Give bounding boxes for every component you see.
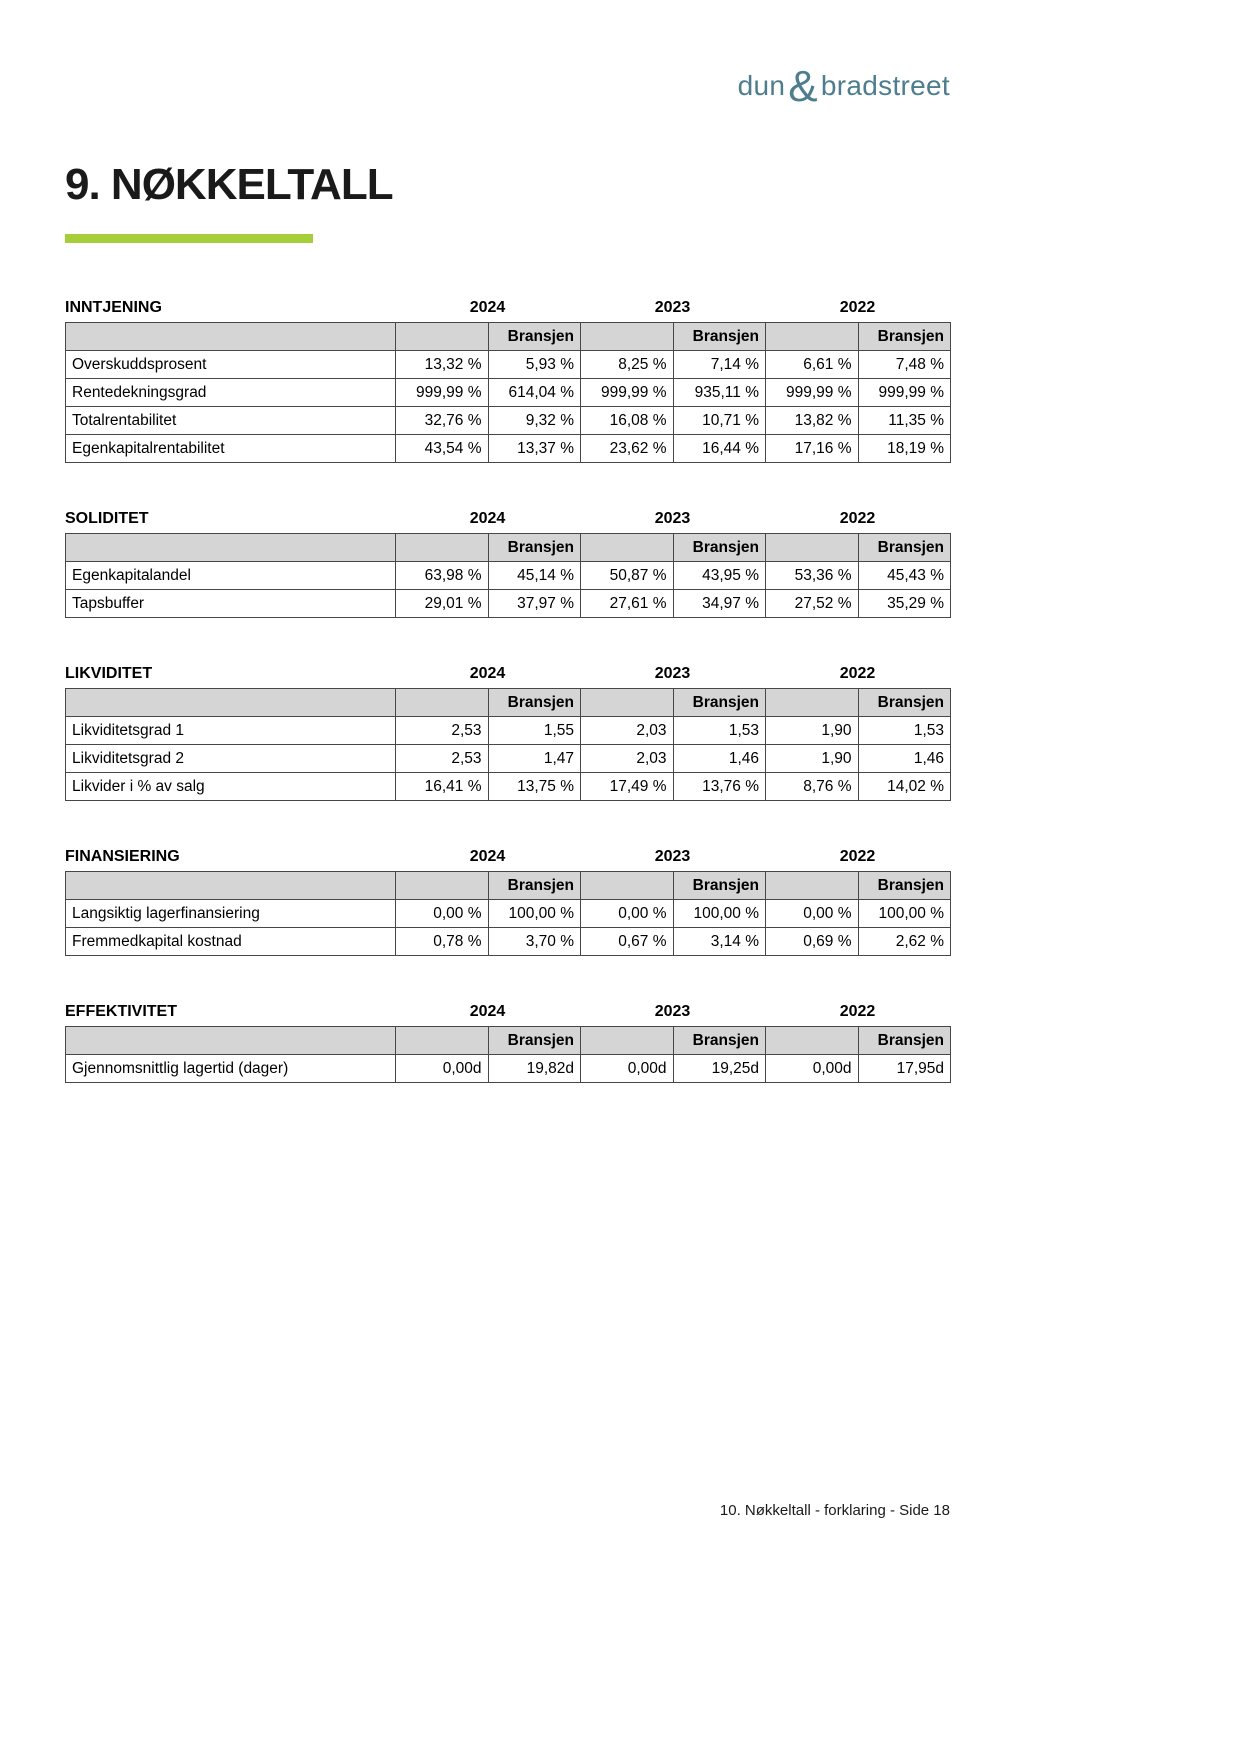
row-label: Egenkapitalrentabilitet xyxy=(66,435,396,463)
value-cell: 100,00 % xyxy=(673,900,766,928)
bransjen-header: Bransjen xyxy=(673,872,766,900)
value-cell: 8,76 % xyxy=(766,773,859,801)
table-row xyxy=(66,590,951,618)
title-accent-bar xyxy=(65,234,313,243)
value-cell: 13,32 % xyxy=(396,351,489,379)
table-caption xyxy=(65,665,950,683)
row-label: Totalrentabilitet xyxy=(66,407,396,435)
value-cell: 100,00 % xyxy=(858,900,951,928)
section-title: LIKVIDITET xyxy=(65,665,153,682)
row-label: Fremmedkapital kostnad xyxy=(66,928,396,956)
tables-container xyxy=(65,299,1241,1083)
value-cell: 1,46 xyxy=(858,745,951,773)
value-cell: 10,71 % xyxy=(673,407,766,435)
value-cell: 50,87 % xyxy=(581,562,674,590)
value-cell: 1,90 xyxy=(766,745,859,773)
value-cell: 13,75 % xyxy=(488,773,581,801)
value-cell: 9,32 % xyxy=(488,407,581,435)
bransjen-header: Bransjen xyxy=(673,323,766,351)
empty-header-cell xyxy=(581,534,674,562)
value-cell: 43,95 % xyxy=(673,562,766,590)
table-row xyxy=(66,773,951,801)
table-header-row xyxy=(66,872,951,900)
value-cell: 35,29 % xyxy=(858,590,951,618)
value-cell: 999,99 % xyxy=(581,379,674,407)
bransjen-header: Bransjen xyxy=(858,534,951,562)
data-table xyxy=(65,533,951,618)
value-cell: 5,93 % xyxy=(488,351,581,379)
year-label: 2022 xyxy=(839,848,876,865)
value-cell: 7,14 % xyxy=(673,351,766,379)
table-row xyxy=(66,351,951,379)
value-cell: 999,99 % xyxy=(766,379,859,407)
value-cell: 34,97 % xyxy=(673,590,766,618)
value-cell: 1,47 xyxy=(488,745,581,773)
empty-header-cell xyxy=(66,689,396,717)
row-label: Tapsbuffer xyxy=(66,590,396,618)
value-cell: 2,03 xyxy=(581,717,674,745)
table-row xyxy=(66,1055,951,1083)
value-cell: 0,00 % xyxy=(396,900,489,928)
empty-header-cell xyxy=(66,534,396,562)
value-cell: 27,61 % xyxy=(581,590,674,618)
value-cell: 0,78 % xyxy=(396,928,489,956)
bransjen-header: Bransjen xyxy=(488,689,581,717)
bransjen-header: Bransjen xyxy=(488,323,581,351)
section-title: EFFEKTIVITET xyxy=(65,1003,177,1020)
bransjen-header: Bransjen xyxy=(673,534,766,562)
value-cell: 43,54 % xyxy=(396,435,489,463)
row-label: Rentedekningsgrad xyxy=(66,379,396,407)
year-label: 2022 xyxy=(839,510,876,527)
year-label: 2024 xyxy=(469,299,506,316)
value-cell: 19,25d xyxy=(673,1055,766,1083)
empty-header-cell xyxy=(581,872,674,900)
value-cell: 16,44 % xyxy=(673,435,766,463)
value-cell: 18,19 % xyxy=(858,435,951,463)
value-cell: 1,90 xyxy=(766,717,859,745)
empty-header-cell xyxy=(766,534,859,562)
year-label: 2022 xyxy=(839,1003,876,1020)
year-label: 2022 xyxy=(839,299,876,316)
logo-word-dun: dun xyxy=(737,70,786,101)
bransjen-header: Bransjen xyxy=(858,323,951,351)
year-label: 2023 xyxy=(654,299,691,316)
value-cell: 13,37 % xyxy=(488,435,581,463)
value-cell: 999,99 % xyxy=(396,379,489,407)
empty-header-cell xyxy=(396,1027,489,1055)
value-cell: 0,00d xyxy=(766,1055,859,1083)
row-label: Likviditetsgrad 2 xyxy=(66,745,396,773)
value-cell: 23,62 % xyxy=(581,435,674,463)
value-cell: 32,76 % xyxy=(396,407,489,435)
value-cell: 14,02 % xyxy=(858,773,951,801)
empty-header-cell xyxy=(766,872,859,900)
value-cell: 2,03 xyxy=(581,745,674,773)
empty-header-cell xyxy=(766,323,859,351)
bransjen-header: Bransjen xyxy=(673,689,766,717)
dun-bradstreet-logo xyxy=(65,62,950,111)
section-title: SOLIDITET xyxy=(65,510,149,527)
row-label: Likviditetsgrad 1 xyxy=(66,717,396,745)
empty-header-cell xyxy=(766,1027,859,1055)
table-row xyxy=(66,562,951,590)
empty-header-cell xyxy=(581,323,674,351)
table-section xyxy=(65,510,1241,618)
empty-header-cell xyxy=(581,689,674,717)
table-caption xyxy=(65,848,950,866)
value-cell: 2,62 % xyxy=(858,928,951,956)
value-cell: 7,48 % xyxy=(858,351,951,379)
data-table xyxy=(65,322,951,463)
empty-header-cell xyxy=(396,323,489,351)
value-cell: 16,08 % xyxy=(581,407,674,435)
value-cell: 0,67 % xyxy=(581,928,674,956)
table-row xyxy=(66,435,951,463)
value-cell: 1,53 xyxy=(858,717,951,745)
table-header-row xyxy=(66,689,951,717)
value-cell: 0,00d xyxy=(396,1055,489,1083)
bransjen-header: Bransjen xyxy=(488,534,581,562)
year-label: 2023 xyxy=(654,848,691,865)
row-label: Gjennomsnittlig lagertid (dager) xyxy=(66,1055,396,1083)
row-label: Likvider i % av salg xyxy=(66,773,396,801)
empty-header-cell xyxy=(66,323,396,351)
year-label: 2024 xyxy=(469,510,506,527)
data-table xyxy=(65,1026,951,1083)
year-label: 2022 xyxy=(839,665,876,682)
value-cell: 1,46 xyxy=(673,745,766,773)
bransjen-header: Bransjen xyxy=(858,872,951,900)
bransjen-header: Bransjen xyxy=(858,689,951,717)
table-section xyxy=(65,299,1241,463)
row-label: Egenkapitalandel xyxy=(66,562,396,590)
value-cell: 2,53 xyxy=(396,717,489,745)
value-cell: 100,00 % xyxy=(488,900,581,928)
value-cell: 0,69 % xyxy=(766,928,859,956)
value-cell: 3,70 % xyxy=(488,928,581,956)
table-row xyxy=(66,928,951,956)
data-table xyxy=(65,688,951,801)
value-cell: 8,25 % xyxy=(581,351,674,379)
logo-ampersand-icon: & xyxy=(788,62,818,111)
table-row xyxy=(66,900,951,928)
empty-header-cell xyxy=(766,689,859,717)
value-cell: 45,43 % xyxy=(858,562,951,590)
value-cell: 17,95d xyxy=(858,1055,951,1083)
value-cell: 27,52 % xyxy=(766,590,859,618)
bransjen-header: Bransjen xyxy=(673,1027,766,1055)
table-header-row xyxy=(66,323,951,351)
value-cell: 0,00d xyxy=(581,1055,674,1083)
value-cell: 2,53 xyxy=(396,745,489,773)
value-cell: 17,16 % xyxy=(766,435,859,463)
value-cell: 0,00 % xyxy=(766,900,859,928)
table-row xyxy=(66,407,951,435)
year-label: 2023 xyxy=(654,510,691,527)
table-row xyxy=(66,745,951,773)
empty-header-cell xyxy=(66,1027,396,1055)
table-caption xyxy=(65,1003,950,1021)
bransjen-header: Bransjen xyxy=(488,872,581,900)
value-cell: 614,04 % xyxy=(488,379,581,407)
year-label: 2024 xyxy=(469,848,506,865)
table-section xyxy=(65,1003,1241,1083)
row-label: Langsiktig lagerfinansiering xyxy=(66,900,396,928)
table-caption xyxy=(65,510,950,528)
section-title: FINANSIERING xyxy=(65,848,180,865)
table-section xyxy=(65,665,1241,801)
page-title: 9. NØKKELTALL xyxy=(65,160,393,209)
value-cell: 935,11 % xyxy=(673,379,766,407)
value-cell: 53,36 % xyxy=(766,562,859,590)
table-section xyxy=(65,848,1241,956)
table-row xyxy=(66,379,951,407)
year-label: 2023 xyxy=(654,665,691,682)
table-header-row xyxy=(66,534,951,562)
value-cell: 37,97 % xyxy=(488,590,581,618)
year-label: 2024 xyxy=(469,1003,506,1020)
logo-word-bradstreet: bradstreet xyxy=(820,70,950,101)
value-cell: 16,41 % xyxy=(396,773,489,801)
value-cell: 45,14 % xyxy=(488,562,581,590)
empty-header-cell xyxy=(396,872,489,900)
row-label: Overskuddsprosent xyxy=(66,351,396,379)
value-cell: 19,82d xyxy=(488,1055,581,1083)
value-cell: 63,98 % xyxy=(396,562,489,590)
value-cell: 3,14 % xyxy=(673,928,766,956)
table-caption xyxy=(65,299,950,317)
value-cell: 999,99 % xyxy=(858,379,951,407)
empty-header-cell xyxy=(66,872,396,900)
value-cell: 0,00 % xyxy=(581,900,674,928)
bransjen-header: Bransjen xyxy=(858,1027,951,1055)
empty-header-cell xyxy=(581,1027,674,1055)
table-header-row xyxy=(66,1027,951,1055)
year-label: 2024 xyxy=(469,665,506,682)
value-cell: 1,55 xyxy=(488,717,581,745)
value-cell: 17,49 % xyxy=(581,773,674,801)
value-cell: 11,35 % xyxy=(858,407,951,435)
data-table xyxy=(65,871,951,956)
year-label: 2023 xyxy=(654,1003,691,1020)
table-row xyxy=(66,717,951,745)
empty-header-cell xyxy=(396,534,489,562)
value-cell: 1,53 xyxy=(673,717,766,745)
bransjen-header: Bransjen xyxy=(488,1027,581,1055)
value-cell: 29,01 % xyxy=(396,590,489,618)
value-cell: 13,82 % xyxy=(766,407,859,435)
empty-header-cell xyxy=(396,689,489,717)
section-title: INNTJENING xyxy=(65,299,162,316)
value-cell: 13,76 % xyxy=(673,773,766,801)
footer-text: 10. Nøkkeltall - forklaring - Side 18 xyxy=(719,1502,950,1519)
value-cell: 6,61 % xyxy=(766,351,859,379)
